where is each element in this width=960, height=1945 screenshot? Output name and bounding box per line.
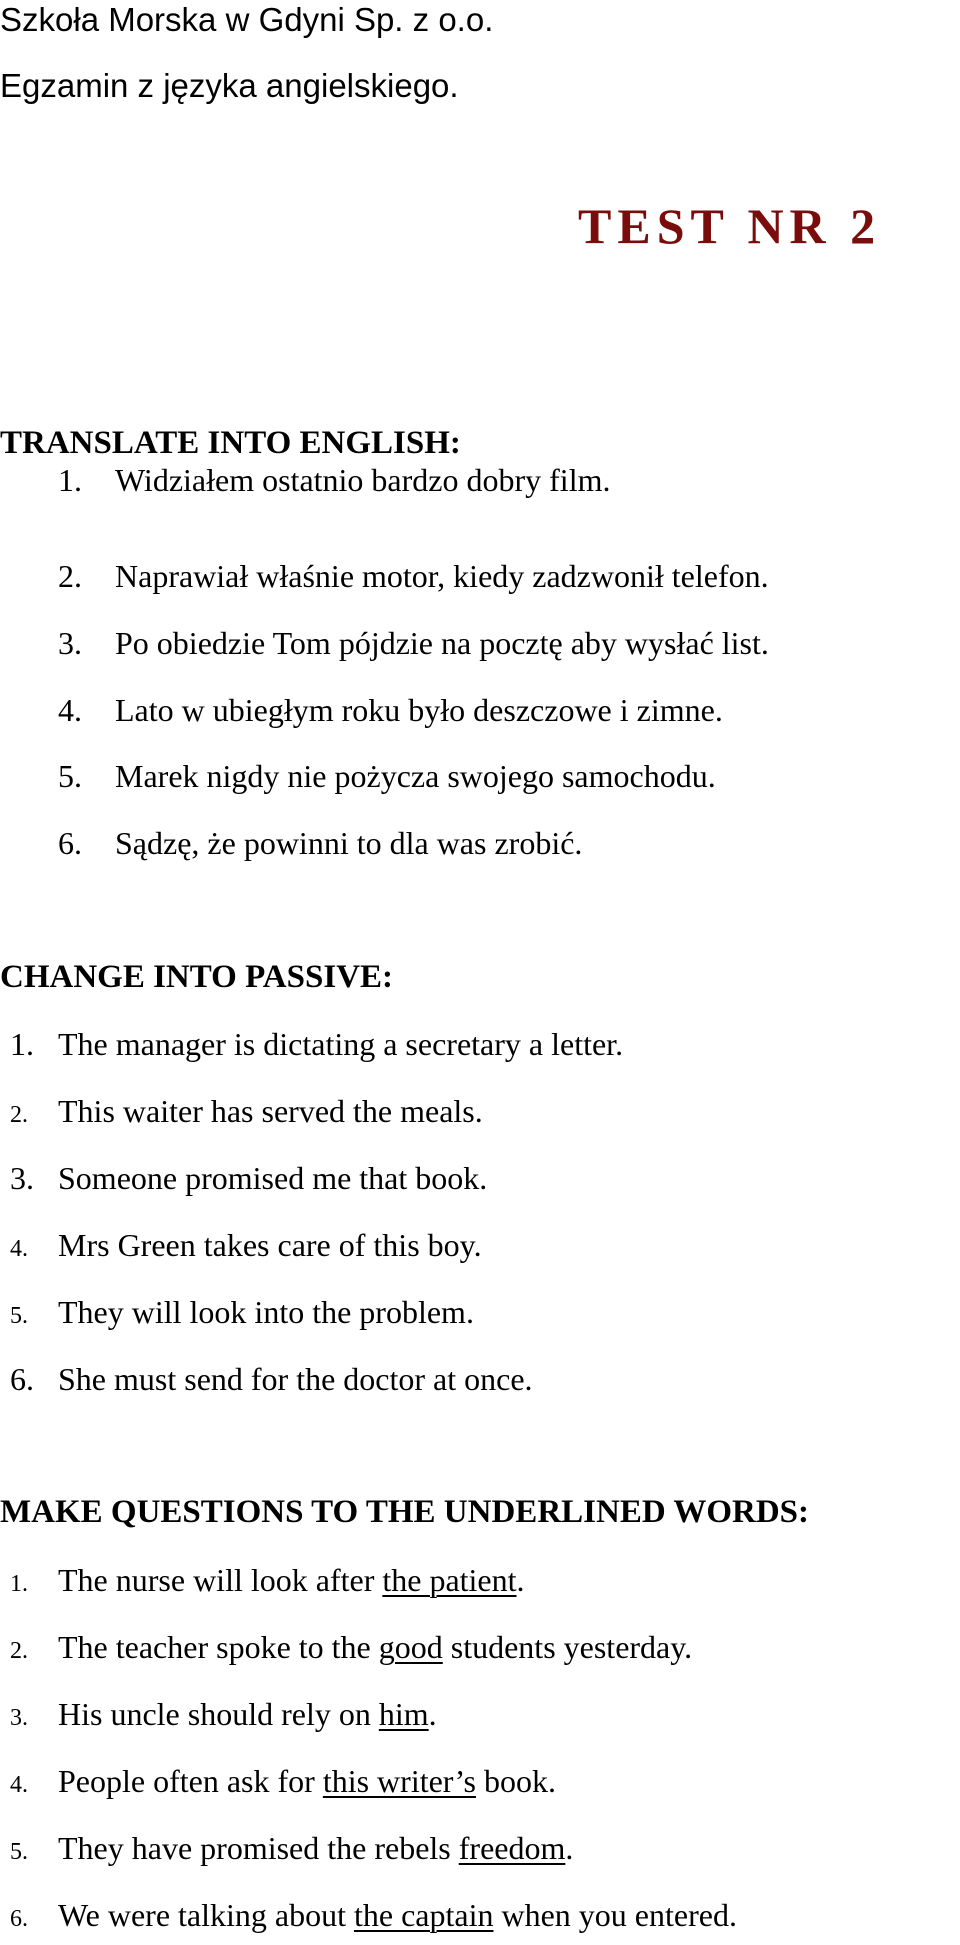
item-text: Sądzę, że powinni to dla was zrobić. — [115, 825, 583, 861]
text-after: . — [565, 1830, 574, 1866]
text-after: book. — [475, 1763, 556, 1799]
item-text: Widziałem ostatnio bardzo dobry film. — [115, 462, 611, 498]
item-number: 2. — [10, 1638, 28, 1664]
item-text — [58, 1895, 737, 1935]
underlined-words: him — [378, 1696, 429, 1732]
item-number: 1. — [10, 1571, 28, 1597]
passive-heading: CHANGE INTO PASSIVE: — [0, 959, 394, 995]
exam-name: Egzamin z języka angielskiego. — [0, 67, 459, 104]
item-text — [58, 1694, 437, 1734]
item-text: This waiter has served the meals. — [58, 1093, 483, 1129]
questions-heading: MAKE QUESTIONS TO THE UNDERLINED WORDS: — [0, 1494, 809, 1530]
underlined-words: this writer’s — [322, 1763, 476, 1799]
item-text: Lato w ubiegłym roku było deszczowe i zimne. — [115, 692, 723, 728]
text-before: The teacher spoke to the — [58, 1629, 379, 1665]
item-text: Marek nigdy nie pożycza swojego samochodu. — [115, 758, 716, 794]
item-text: Naprawiał właśnie motor, kiedy zadzwonił telefon. — [115, 558, 769, 594]
item-number: 3. — [10, 1160, 34, 1196]
item-number: 3. — [10, 1705, 28, 1731]
item-text: Mrs Green takes care of this boy. — [58, 1227, 482, 1263]
item-number: 6. — [10, 1361, 34, 1397]
text-before: They have promised the rebels — [58, 1830, 459, 1866]
item-number: 6. — [10, 1906, 28, 1932]
item-text: Po obiedzie Tom pójdzie na pocztę aby wysłać list. — [115, 625, 769, 661]
test-title: TEST NR 2 — [578, 198, 882, 254]
text-before: His uncle should rely on — [58, 1696, 379, 1732]
item-number: 1. — [58, 462, 82, 498]
item-number: 4. — [10, 1236, 28, 1262]
item-text: She must send for the doctor at once. — [58, 1361, 533, 1397]
item-text: Someone promised me that book. — [58, 1160, 488, 1196]
underlined-words: the patient — [382, 1562, 517, 1598]
underlined-words: freedom — [458, 1830, 566, 1866]
item-number: 5. — [10, 1839, 28, 1865]
underlined-words: the captain — [353, 1897, 494, 1933]
translate-heading: TRANSLATE INTO ENGLISH: — [0, 425, 461, 461]
item-number: 5. — [10, 1303, 28, 1329]
item-number: 4. — [10, 1772, 28, 1798]
text-after: students yesterday. — [442, 1629, 693, 1665]
item-text — [58, 1627, 692, 1667]
text-before: The nurse will look after — [58, 1562, 383, 1598]
text-after: when you entered. — [493, 1897, 737, 1933]
item-text — [58, 1560, 525, 1600]
item-text: They will look into the problem. — [58, 1294, 474, 1330]
item-text — [58, 1761, 556, 1801]
text-after: . — [516, 1562, 525, 1598]
item-number: 6. — [58, 825, 82, 861]
item-number: 1. — [10, 1026, 34, 1062]
item-number: 2. — [58, 558, 82, 594]
item-number: 5. — [58, 758, 82, 794]
text-before: People often ask for — [58, 1763, 323, 1799]
item-number: 2. — [10, 1102, 28, 1128]
school-name: Szkoła Morska w Gdyni Sp. z o.o. — [0, 1, 494, 38]
text-before: We were talking about — [58, 1897, 354, 1933]
item-text — [58, 1828, 573, 1868]
item-number: 3. — [58, 625, 82, 661]
item-text: The manager is dictating a secretary a letter. — [58, 1026, 624, 1062]
text-after: . — [428, 1696, 437, 1732]
item-number: 4. — [58, 692, 82, 728]
underlined-words: good — [378, 1629, 443, 1665]
